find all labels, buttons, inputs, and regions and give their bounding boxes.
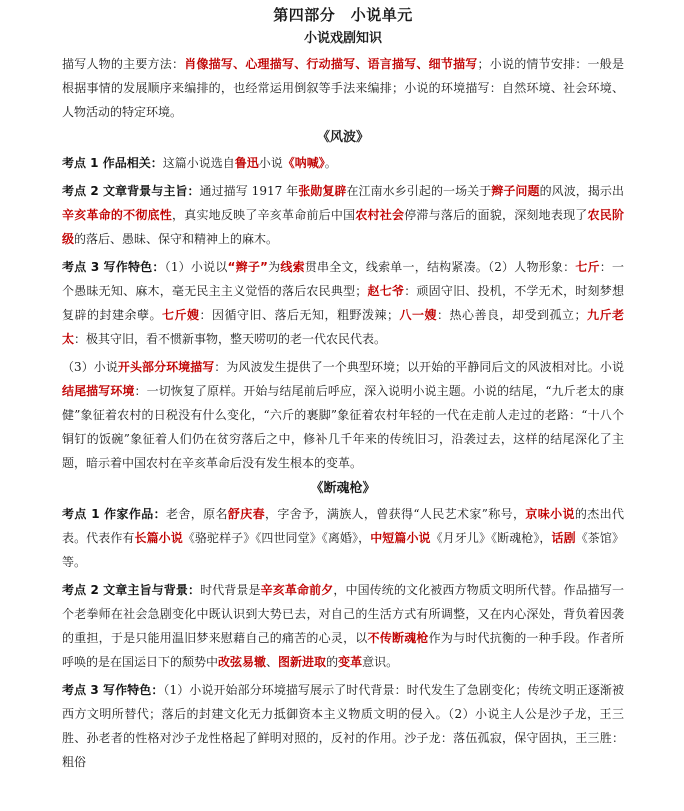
highlighted-term: 中短篇小说 bbox=[370, 531, 431, 545]
paragraph-fb-3 bbox=[62, 255, 624, 351]
point-label: 考点 1 作家作品： bbox=[62, 507, 167, 521]
highlighted-term: 鲁迅 bbox=[234, 156, 259, 170]
text-run: （1）小说开始部分环境描写展示了时代背景：时代发生了急剧变化；传统文明正逐渐被西方文明所替代；落后的封建文化无力抵御资本主义物质文明的侵入。（2）小说主人公是沙子龙，王三胜、孙老者的性格对沙子龙性格起了鲜明对照的，反衬的作用。沙子龙：落伍孤寂，保守固执，王三胜：粗俗 bbox=[62, 683, 624, 769]
highlighted-term: 话剧 bbox=[551, 531, 576, 545]
highlighted-term: 七斤嫂 bbox=[161, 308, 200, 322]
point-label: 考点 1 作品相关： bbox=[62, 156, 163, 170]
highlighted-term: 辛亥革命前夕 bbox=[260, 583, 334, 597]
highlighted-term: 开头部分环境描写 bbox=[117, 360, 215, 374]
text-run: ，真实地反映了辛亥革命前后中国 bbox=[172, 208, 356, 222]
page-title: 第四部分 小说单元 bbox=[273, 6, 413, 24]
text-run: 《断魂枪》 bbox=[310, 481, 376, 496]
highlighted-term: 改弦易辙 bbox=[218, 655, 267, 669]
text-run: 《骆驼样子》《四世同堂》《离婚》， bbox=[182, 531, 371, 545]
text-run: 作为与时代抗衡的一种手段。作者所呼唤的是在国运日下的颓势中 bbox=[62, 631, 624, 669]
text-run: ；小说的情节安排：一般是根据事情的发展顺序来编排的，也经常运用倒叙等手法来编排；小说的环境描写：自然环境、社会环境、人物活动的特定环境。 bbox=[62, 57, 624, 119]
highlighted-term: 京味小说 bbox=[525, 507, 575, 521]
text-run: 通过描写 1917 年 bbox=[199, 184, 299, 198]
highlighted-term: 肖像描写、心理描写、行动描写、语言描写、细节描写 bbox=[184, 57, 478, 71]
text-run: ，中国传统的文化被西方物质文明所代替。作品描写一个老拳师在社会急剧变化中既认识到大势已去，对自己的生活方式有所调整，又在内心深处，背负着因袭的重担，于是只能用温旧梦来慰藉自己的痛苦的心灵，以 bbox=[62, 583, 624, 645]
point-label: 考点 2 文章背景与主旨： bbox=[62, 184, 200, 198]
highlighted-term: 九斤老太 bbox=[62, 308, 624, 346]
highlighted-term: 结尾描写环境 bbox=[62, 384, 135, 398]
highlighted-term: 《呐喊》 bbox=[282, 156, 325, 170]
text-run: ：一切恢复了原样。开始与结尾前后呼应，深入说明小说主题。小说的结尾，“九斤老太的康健”象征着农村的日税没有什么变化，“六斤的裹脚”象征着农村年轻的一代在走前人走过的老路：“十八个铜钉的饭碗”象征着人们仍在贫穷落后之中，修补几千年来的传统旧习，沿袭过去，这样的结尾深化了主题，暗示着中国农村在辛亥革命后没有发生根本的变革。 bbox=[62, 384, 624, 470]
text-run: （1）小说以 bbox=[164, 260, 228, 274]
text-run: 老舍，原名 bbox=[166, 507, 228, 521]
text-run: 小说 bbox=[258, 156, 283, 170]
highlighted-term: 赵七爷 bbox=[367, 284, 405, 298]
paragraph-dh-3 bbox=[62, 678, 624, 774]
paragraph-dh-1 bbox=[62, 502, 624, 574]
paragraph-intro bbox=[62, 52, 624, 124]
text-run: ：因循守旧、落后无知，粗野泼辣； bbox=[199, 308, 399, 322]
text-run: 。 bbox=[324, 156, 337, 170]
text-run: 这篇小说选自 bbox=[162, 156, 235, 170]
text-run: ：顽固守旧、投机，不学无术，时刻梦想复辟的封建余孽。 bbox=[62, 284, 624, 322]
text-run: ，字舍予，满族人，曾获得“人民艺术家”称号， bbox=[264, 507, 526, 521]
paragraph-fb-3b bbox=[62, 355, 624, 475]
text-run: 的落后、愚昧、保守和精神上的麻木。 bbox=[74, 232, 279, 246]
text-run: 贯串全文，线索单一，结构紧凑。（2）人物形象： bbox=[304, 260, 576, 274]
highlighted-term: 辛亥革命的不彻底性 bbox=[62, 208, 172, 222]
text-run: ：极其守旧，看不惯新事物，整天唠叨的老一代农民代表。 bbox=[74, 332, 387, 346]
section-subtitle: 小说戏剧知识 bbox=[303, 31, 382, 46]
highlighted-term: 不传断魂枪 bbox=[367, 631, 429, 645]
text-run: 描写人物的主要方法： bbox=[62, 57, 185, 71]
point-label: 考点 3 写作特色： bbox=[62, 683, 164, 697]
text-run: 停滞与落后的面貌，深刻地表现了 bbox=[404, 208, 588, 222]
text-run: 《茶馆》等。 bbox=[62, 531, 624, 569]
text-run: 在江南水乡引起的一场关于 bbox=[346, 184, 492, 198]
highlighted-term: 图新进取 bbox=[278, 655, 327, 669]
text-run: 为 bbox=[267, 260, 281, 274]
document-body bbox=[62, 52, 624, 774]
paragraph-dh-2 bbox=[62, 578, 624, 674]
text-run: 、 bbox=[266, 655, 279, 669]
text-run: 《风波》 bbox=[316, 130, 369, 145]
highlighted-term: “辫子” bbox=[227, 260, 268, 274]
text-run: ：热心善良，却受到孤立； bbox=[436, 308, 587, 322]
point-label: 考点 3 写作特色： bbox=[62, 260, 165, 274]
paragraph-fb-2 bbox=[62, 179, 624, 251]
highlighted-term: 辫子问题 bbox=[491, 184, 540, 198]
highlighted-term: 舒庆春 bbox=[227, 507, 265, 521]
highlighted-term: 张勋复辟 bbox=[298, 184, 347, 198]
highlighted-term: 八一嫂 bbox=[398, 308, 437, 322]
text-run: 时代背景是 bbox=[200, 583, 261, 597]
text-run: ：为风波发生提供了一个典型环境；以开始的平静同后文的风波相对比。小说 bbox=[214, 360, 624, 374]
point-label: 考点 2 文章主旨与背景： bbox=[62, 583, 201, 597]
paragraph-fb-1 bbox=[62, 151, 624, 175]
text-run: ：一个愚昧无知、麻木，毫无民主主义觉悟的落后农民典型； bbox=[62, 260, 624, 298]
text-run: 的杰出代表。代表作有 bbox=[62, 507, 624, 545]
text-run: 《月牙儿》《断魂枪》， bbox=[430, 531, 552, 545]
section-heading-h-fengbo bbox=[62, 128, 624, 148]
text-run: 的风波，揭示出 bbox=[539, 184, 624, 198]
highlighted-term: 变革 bbox=[338, 655, 363, 669]
section-heading-h-duanhunqiang bbox=[62, 479, 624, 499]
text-run: 意识。 bbox=[362, 655, 399, 669]
highlighted-term: 长篇小说 bbox=[134, 531, 183, 545]
text-run: （3）小说 bbox=[62, 360, 118, 374]
highlighted-term: 线索 bbox=[280, 260, 305, 274]
highlighted-term: 农民阶级 bbox=[62, 208, 624, 246]
highlighted-term: 七斤 bbox=[575, 260, 600, 274]
text-run: 的 bbox=[326, 655, 339, 669]
highlighted-term: 农村社会 bbox=[355, 208, 405, 222]
